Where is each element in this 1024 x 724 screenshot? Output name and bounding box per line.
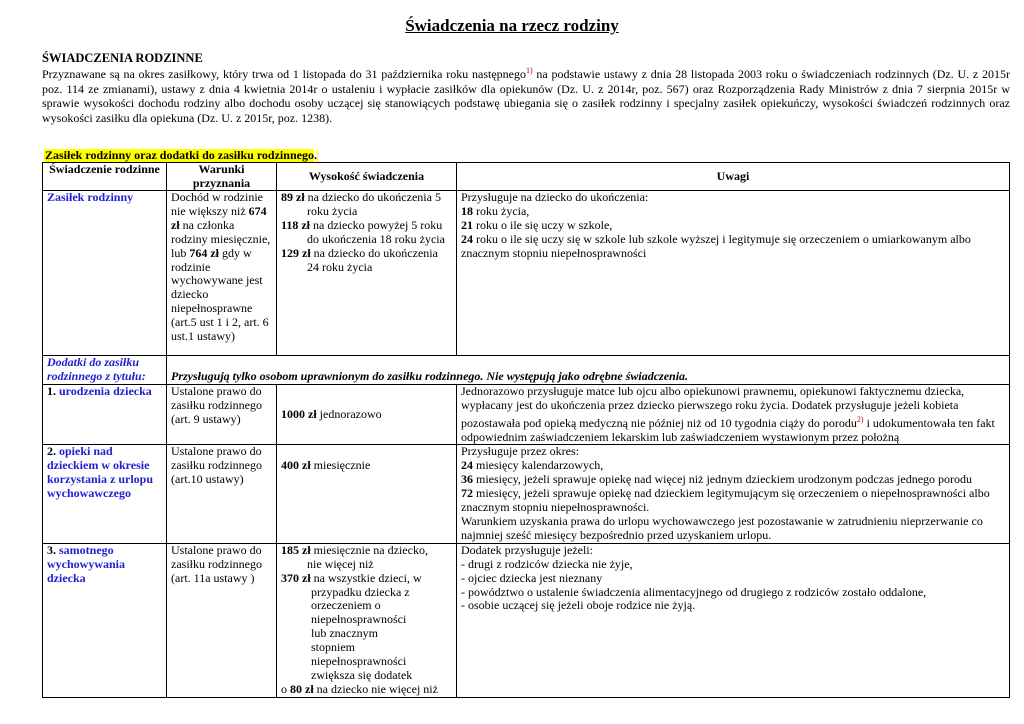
- cell-notes: [457, 543, 1010, 697]
- note-line: [461, 219, 1005, 233]
- cell-conditions: [167, 191, 277, 356]
- highlight-text: Zasiłek rodzinny oraz dodatki do zasiłku rodzinnego: [45, 148, 314, 162]
- cell-dodatki-label: [43, 356, 167, 385]
- amount-line: [281, 544, 452, 558]
- header-conditions: Warunki przyznania: [167, 163, 277, 191]
- page-title: Świadczenia na rzecz rodziny: [405, 16, 619, 35]
- cell-conditions: Ustalone prawo do zasiłku rodzinnego (art. 11a ustawy ): [167, 543, 277, 697]
- notes-intro: Przysługuje przez okres:: [461, 444, 579, 459]
- amount-prefix: o: [281, 681, 290, 696]
- notes-intro: Przysługuje na dziecko do ukończenia:: [461, 190, 649, 204]
- table-row-dodatki: [43, 356, 1010, 385]
- amount-text: na dziecko nie więcej niż: [313, 681, 438, 696]
- cell-dodatki-note: [167, 356, 1010, 385]
- note-number: 24: [461, 231, 473, 246]
- table-row-urlop: [43, 445, 1010, 543]
- section-heading: ŚWIADCZENIA RODZINNE: [42, 51, 203, 65]
- cell-benefit: [43, 384, 167, 445]
- note-text: roku o ile się uczy się w szkole lub szkole wyższej i legitymuje się orzeczeniem o umiarkowanym albo znacznym stopniu niepełnosprawności: [461, 231, 971, 260]
- amount-value: 118 zł: [281, 217, 310, 232]
- amount-text: miesięcznie na dziecko,: [310, 542, 428, 557]
- dodatki-note: Przysługują tylko osobom uprawnionym do zasiłku rodzinnego. Nie występują jako odrębne świadczenia.: [171, 368, 689, 383]
- note-line: [461, 233, 1005, 261]
- amount-text: na dziecko powyżej 5 roku: [310, 217, 443, 232]
- amount-value: 370 zł: [281, 570, 311, 585]
- cond-text: na członka rodziny miesięcznie, lub: [171, 217, 271, 260]
- note-line: [461, 205, 1005, 219]
- intro-text-2: na podstawie ustawy z dnia 28 listopada 2003 roku o świadczeniach rodzinnych (Dz. U. z 2015r poz. 114 ze zmianami), ustawy z dnia 4 kwietnia 2014r o ustaleniu i wypłacie zasiłków dla opiekunów (Dz. U. z 2014r, poz. 567) oraz Rozporządzenia Rady Ministrów z dnia 7 sierpnia 2015r w sprawie wysokości dochodu rodziny albo dochodu osoby uczącej się stanowiących podstawę ubiegania się o zasiłek rodzinny i specjalny zasiłek opiekuńczy, wysokości świadczeń rodzinnych oraz wysokości zasiłku dla opiekuna (Dz. U. z 2015r, poz. 1238).: [42, 67, 1010, 125]
- benefit-name: samotnego wychowywania dziecka: [47, 542, 126, 585]
- table-row-urodzenie: [43, 384, 1010, 445]
- note-line: [461, 473, 1005, 487]
- cell-conditions: Ustalone prawo do zasiłku rodzinnego (art. 9 ustawy): [167, 384, 277, 445]
- cell-notes: [457, 445, 1010, 543]
- benefits-table: [42, 162, 1010, 698]
- footnote-ref: 1): [526, 66, 533, 75]
- amount-value: 89 zł: [281, 190, 305, 204]
- row-number: 2.: [47, 444, 56, 459]
- note-text: Warunkiem uzyskania prawa do urlopu wychowawczego jest pozostawanie w zatrudnieniu nieprzerwanie co najmniej sześć miesięcy bezpośrednio przed uzyskaniem urlopu.: [461, 513, 983, 542]
- amount-line: [281, 683, 452, 697]
- cell-conditions: Ustalone prawo do zasiłku rodzinnego (art.10 ustawy): [167, 445, 277, 543]
- amount-value: 129 zł: [281, 245, 311, 260]
- amount-line: [281, 219, 452, 233]
- cond-text: gdy w rodzinie wychowywane jest dziecko niepełnosprawne (art.5 ust 1 i 2, art. 6 ust.1 ustawy): [171, 245, 269, 344]
- amount-text: roku życia: [307, 203, 358, 218]
- note-number: 72: [461, 486, 473, 501]
- note-number: 36: [461, 472, 473, 487]
- note-text: roku o ile się uczy w szkole,: [473, 217, 613, 232]
- header-benefit: Świadczenie rodzinne: [43, 163, 167, 191]
- note-line: - ojciec dziecka jest nieznany: [461, 570, 603, 585]
- amount-line: [281, 247, 452, 261]
- cell-notes: [457, 191, 1010, 356]
- note-text: i udokumentowała ten fakt odpowiednim zaświadczeniem lekarskim lub zaświadczeniem wystawionym przez położną: [461, 415, 995, 444]
- header-notes: Uwagi: [457, 163, 1010, 191]
- amount-value: 80 zł: [290, 681, 314, 696]
- note-number: 18: [461, 203, 473, 218]
- amount-line: [281, 572, 452, 586]
- amount-text: nie więcej niż: [307, 556, 374, 571]
- note-number: 21: [461, 217, 473, 232]
- footnote-ref: 2): [856, 414, 864, 424]
- cell-amount: [277, 384, 457, 445]
- amount-value: 185 zł: [281, 542, 311, 557]
- amount-value: 400 zł: [281, 458, 311, 473]
- amount-line: [281, 191, 452, 205]
- note-line: [461, 459, 1005, 473]
- table-header-row: [43, 163, 1010, 191]
- note-line: - osobie uczącej się jeżeli oboje rodzice nie żyją.: [461, 598, 696, 613]
- cell-benefit: [43, 543, 167, 697]
- cell-notes: [457, 384, 1010, 445]
- cond-text: Dochód w rodzinie nie większy niż: [171, 190, 263, 218]
- note-text: roku życia,: [473, 203, 530, 218]
- note-text: Jednorazowo przysługuje matce lub ojcu albo opiekunowi prawnemu, opiekunowi faktycznemu dziecka, wypłacany jest do ukończenia przez dziecko pierwszego roku życia. Dodatek przysługuje jeżeli kobieta pozostawała pod opieką medyczną nie później niż od 10 tygodnia ciąży do porodu: [461, 383, 965, 430]
- benefit-name: urodzenia dziecka: [56, 383, 152, 398]
- benefit-name: Zasiłek rodzinny: [47, 190, 134, 204]
- amount-text: miesięcznie: [310, 458, 371, 473]
- cell-benefit: [43, 445, 167, 543]
- dodatki-label: Dodatki do zasiłku rodzinnego z tytułu:: [47, 355, 146, 383]
- amount-text: przypadku dziecka z orzeczeniem o niepełnosprawności lub znacznym stopniem niepełnosprawności zwiększa się dodatek: [311, 584, 413, 682]
- cell-benefit: [43, 191, 167, 356]
- table-row-zasilek: [43, 191, 1010, 356]
- cond-amount: 764 zł: [189, 245, 220, 260]
- row-number: 3.: [47, 542, 56, 557]
- amount-value: 1000 zł: [281, 406, 317, 421]
- note-line: [461, 487, 1005, 515]
- intro-paragraph: [42, 64, 1010, 125]
- intro-text-1: Przyznawane są na okres zasiłkowy, który trwa od 1 listopada do 31 października roku następnego: [42, 67, 526, 81]
- note-line: - drugi z rodziców dziecka nie żyje,: [461, 556, 633, 571]
- table-row-samotne: [43, 543, 1010, 697]
- cell-amount: [277, 543, 457, 697]
- amount-text: jednorazowo: [316, 406, 382, 421]
- header-amount: Wysokość świadczenia: [277, 163, 457, 191]
- note-number: 24: [461, 458, 473, 473]
- amount-text: na dziecko do ukończenia 5: [304, 190, 441, 204]
- cell-amount: [277, 191, 457, 356]
- notes-intro: Dodatek przysługuje jeżeli:: [461, 542, 593, 557]
- cell-amount: [277, 445, 457, 543]
- benefit-name: opieki nad dzieckiem w okresie korzystania z urlopu wychowawczego: [47, 444, 154, 501]
- cond-amount: 674 zł: [171, 203, 267, 232]
- note-text: miesięcy kalendarzowych,: [473, 458, 604, 473]
- row-number: 1.: [47, 383, 56, 398]
- amount-text: na wszystkie dzieci, w: [310, 570, 422, 585]
- note-text: miesięcy, jeżeli sprawuje opiekę nad dzieckiem legitymującym się orzeczeniem o niepełnosprawności albo znacznym stopniu niepełnosprawności.: [461, 486, 990, 515]
- note-line: - powództwo o ustalenie świadczenia alimentacyjnego od drugiego z rodziców zostało oddalone,: [461, 584, 927, 599]
- amount-text: do ukończenia 18 roku życia: [307, 231, 445, 246]
- amount-text: 24 roku życia: [307, 259, 373, 274]
- highlighted-subheading: [44, 149, 318, 162]
- note-text: miesięcy, jeżeli sprawuje opiekę nad więcej niż jednym dzieckiem urodzonym podczas jednego porodu: [473, 472, 973, 487]
- amount-text: na dziecko do ukończenia: [310, 245, 438, 260]
- highlight-tail: .: [313, 148, 317, 162]
